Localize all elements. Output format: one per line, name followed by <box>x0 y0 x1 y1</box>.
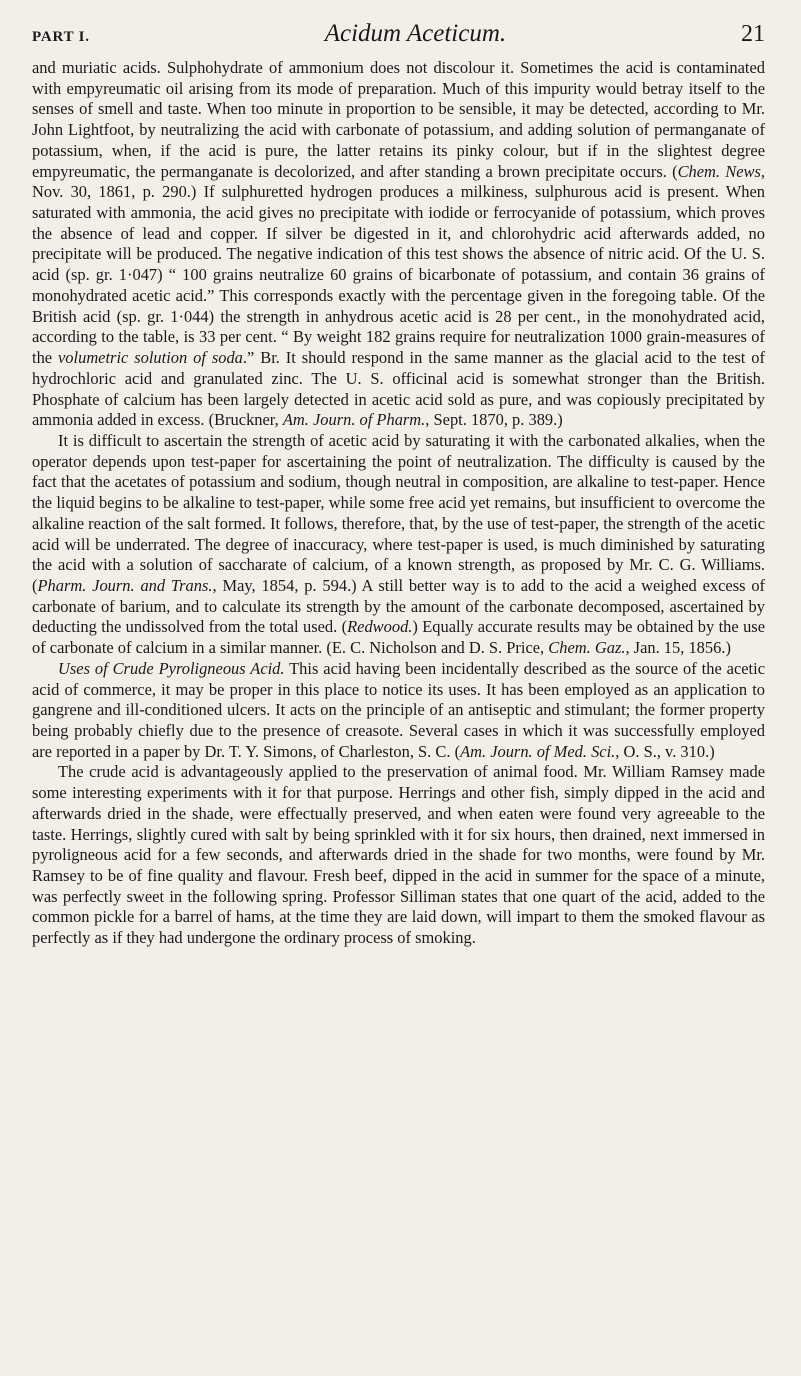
italic-run: Uses of Crude Pyroligneous Acid. <box>58 658 285 678</box>
text-run: ) Equally accurate results may be obtained by the use of carbonate of calcium in a similar manner. (E. C. Nicholson and D. S. Price, <box>32 617 765 658</box>
text-run: , O. S., v. 310.) <box>615 741 715 761</box>
text-run: .” Br. It should respond in the same manner as the glacial acid to the test of hydrochloric acid and granulated zinc. The U. S. officinal acid is somewhat stronger than the British. Phosphate of calcium has been largely detected in acetic acid sold as pure, and was copiously precipitated by ammonia added in excess. (Bruckner, <box>32 348 765 430</box>
text-run: It is difficult to ascertain the strength of acetic acid by saturating it with the carbonated alkalies, when the operator depends upon test-paper for ascertaining the point of neutralization. The difficulty is caused by the fact that the acetates of potassium and sodium, though neutral in composition, are alkaline to test-paper. Hence the liquid begins to be alkaline to test-paper, while some free acid yet remains, but insufficient to overcome the alkaline reaction of the salt formed. It follows, therefore, that, by the use of test-paper, the strength of the acetic acid will be underrated. The degree of inaccuracy, where test-paper is used, is much diminished by saturating the acid with a solution of saccharate of calcium, of a known strength, as proposed by Mr. C. G. Williams. ( <box>32 430 765 595</box>
italic-run: Chem. Gaz. <box>548 638 626 658</box>
text-run: This acid having been incidentally described as the source of the acetic acid of commerce, it may be proper in this place to notice its uses. It has been employed as an application to gangrene and ill-conditioned ulcers. It acts on the principle of an antiseptic and stimulant; the former property being probably chiefly due to the presence of creasote. Several cases in which it was successfully employed are reported in a paper by Dr. T. Y. Simons, of Charleston, S. C. ( <box>32 658 765 761</box>
page-number: 21 <box>741 21 765 47</box>
text-run: , Sept. 1870, p. 389.) <box>425 410 563 430</box>
italic-run: Pharm. Journ. and Trans. <box>37 575 213 595</box>
paragraph-2 <box>32 431 765 659</box>
paragraph-1 <box>32 58 765 431</box>
italic-run: Am. Journ. of Pharm. <box>282 410 426 430</box>
text-run: , Jan. 15, 1856.) <box>625 638 731 658</box>
text-run: , Nov. 30, 1861, p. 290.) If sulphuretted hydrogen produces a milkiness, sulphurous acid is present. When saturated with ammonia, the acid gives no precipitate with iodide or ferrocyanide of potassium, which proves the absence of lead and copper. If silver be digested in it, and chlorohydric acid afterwards added, no precipitate will be produced. The negative indication of this test shows the absence of nitric acid. Of the U. S. acid (sp. gr. 1·047) “ 100 grains neutralize 60 grains of bicarbonate of potassium, and contain 36 grains of monohydrated acetic acid.” This corresponds exactly with the percentage given in the foregoing table. Of the British acid (sp. gr. 1·044) the strength in anhydrous acetic acid is 28 per cent., in the monohydrated acid, according to the table, is 33 per cent. “ By weight 182 grains require for neutralization 1000 grain-measures of the <box>32 161 765 368</box>
running-header <box>32 20 765 50</box>
italic-run: Chem. News <box>677 161 761 181</box>
text-run: The crude acid is advantageously applied to the preservation of animal food. Mr. William Ramsey made some interesting experiments with it for that purpose. Herrings and other fish, simply dipped in the acid and afterwards dried in the shade, were effectually preserved, and when eaten were found very agreeable to the taste. Herrings, slightly cured with salt by being sprinkled with it for six hours, then drained, next immersed in pyroligneous acid for a few seconds, and afterwards dried in the shade for two months, were found by Mr. Ramsey to be of fine quality and flavour. Fresh beef, dipped in the acid in summer for the space of a minute, was perfectly sweet in the following spring. Professor Silliman states that one quart of the acid, added to the common pickle for a barrel of hams, at the time they are laid down, will impart to them the smoked flavour as perfectly as if they had undergone the ordinary process of smoking. <box>32 762 765 948</box>
italic-run: Redwood. <box>347 617 413 637</box>
page-title: Acidum Aceticum. <box>324 20 507 47</box>
italic-run: Am. Journ. of Med. Sci. <box>460 741 616 761</box>
italic-run: volumetric solution of soda <box>58 348 243 368</box>
text-run: , May, 1854, p. 594.) A still better way is to add to the acid a weighed excess of carbonate of barium, and to calculate its strength by the amount of the carbonate decomposed, ascertained by deducting the undissolved from the total used. ( <box>32 575 766 637</box>
paragraph-4 <box>32 762 765 948</box>
part-label: PART I. <box>32 29 90 45</box>
body-text <box>32 58 765 949</box>
paragraph-3 <box>32 659 765 763</box>
text-run: and muriatic acids. Sulphohydrate of ammonium does not discolour it. Sometimes the acid is contaminated with empyreumatic oil arising from its mode of preparation. Much of this impurity would betray itself to the senses of smell and taste. When too minute in proportion to be sensible, it may be detected, according to Mr. John Lightfoot, by neutralizing the acid with carbonate of potassium, and adding solution of permanganate of potassium, when, if the acid is pure, the latter retains its pinky colour, but if in the slightest degree empyreumatic, the permanganate is decolorized, and after standing a brown precipitate occurs. ( <box>32 58 765 181</box>
